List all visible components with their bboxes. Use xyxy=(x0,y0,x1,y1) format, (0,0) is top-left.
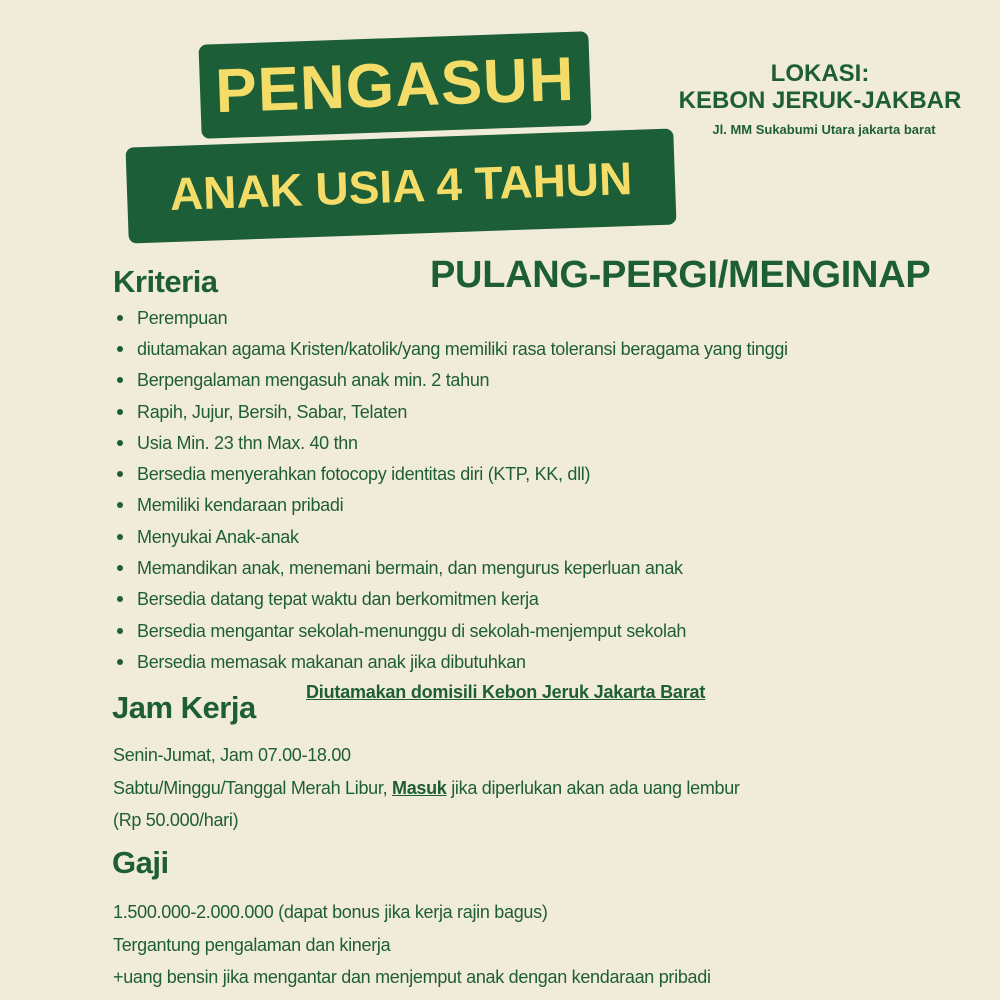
criteria-item-text: Bersedia datang tepat waktu dan berkomitmen kerja xyxy=(137,589,539,610)
bullet-icon xyxy=(117,409,123,415)
criteria-item xyxy=(113,490,788,521)
criteria-item-text: diutamakan agama Kristen/katolik/yang memiliki rasa toleransi beragama yang tinggi xyxy=(137,338,788,359)
title-banner xyxy=(198,31,591,139)
criteria-item xyxy=(113,646,788,677)
criteria-item-text: Perempuan xyxy=(137,307,228,328)
salary-condition: Tergantung pengalaman dan kinerja xyxy=(113,934,391,955)
subtitle-text: ANAK USIA 4 TAHUN xyxy=(168,151,634,221)
criteria-item xyxy=(113,458,788,489)
criteria-item xyxy=(113,521,788,552)
criteria-item xyxy=(113,584,788,615)
subtitle-banner xyxy=(125,128,676,243)
location-label: LOKASI: xyxy=(770,60,870,87)
salary-heading: Gaji xyxy=(112,845,169,880)
bullet-icon xyxy=(117,659,123,665)
bullet-icon xyxy=(117,346,123,352)
criteria-item xyxy=(113,427,788,458)
domicile-note: Diutamakan domisili Kebon Jeruk Jakarta Barat xyxy=(306,682,706,702)
criteria-item xyxy=(113,615,788,646)
criteria-item-text: Rapih, Jujur, Bersih, Sabar, Telaten xyxy=(137,401,408,422)
criteria-item-text: Usia Min. 23 thn Max. 40 thn xyxy=(137,432,358,453)
work-mode-heading: PULANG-PERGI/MENGINAP xyxy=(430,254,931,296)
bullet-icon xyxy=(117,565,123,571)
weekday-hours: Senin-Jumat, Jam 07.00-18.00 xyxy=(113,745,351,765)
overtime-rate: (Rp 50.000/hari) xyxy=(113,810,239,830)
bullet-icon xyxy=(117,596,123,602)
criteria-item-text: Menyukai Anak-anak xyxy=(137,526,299,547)
criteria-list xyxy=(113,302,788,678)
bullet-icon xyxy=(117,534,123,540)
criteria-item-text: Berpengalaman mengasuh anak min. 2 tahun xyxy=(137,370,490,391)
criteria-item xyxy=(113,302,788,333)
bullet-icon xyxy=(117,471,123,477)
location-block xyxy=(650,60,990,137)
criteria-item xyxy=(113,396,788,427)
bullet-icon xyxy=(117,377,123,383)
salary-details xyxy=(113,899,711,997)
criteria-item-text: Memiliki kendaraan pribadi xyxy=(137,495,344,516)
location-address: Jl. MM Sukabumi Utara jakarta barat xyxy=(712,122,936,137)
criteria-item xyxy=(113,552,788,583)
weekend-policy-suffix: jika diperlukan akan ada uang lembur xyxy=(446,777,740,798)
title-text: PENGASUH xyxy=(214,44,576,126)
criteria-item-text: Memandikan anak, menemani bermain, dan mengurus keperluan anak xyxy=(137,558,683,579)
fuel-allowance: +uang bensin jika mengantar dan menjemput anak dengan kendaraan pribadi xyxy=(113,967,711,987)
bullet-icon xyxy=(117,440,123,446)
criteria-heading: Kriteria xyxy=(113,264,218,299)
criteria-item xyxy=(113,365,788,396)
working-hours-details xyxy=(113,742,740,840)
criteria-item-text: Bersedia mengantar sekolah-menunggu di sekolah-menjemput sekolah xyxy=(137,620,687,641)
weekend-policy xyxy=(113,775,740,808)
weekend-policy-prefix: Sabtu/Minggu/Tanggal Merah Libur, xyxy=(113,777,392,798)
location-area: KEBON JERUK-JAKBAR xyxy=(678,87,962,114)
weekend-policy-emphasis: Masuk xyxy=(392,777,447,798)
salary-range: 1.500.000-2.000.000 (dapat bonus jika kerja rajin bagus) xyxy=(113,902,548,922)
working-hours-heading: Jam Kerja xyxy=(112,690,256,725)
bullet-icon xyxy=(117,502,123,508)
criteria-item-text: Bersedia menyerahkan fotocopy identitas diri (KTP, KK, dll) xyxy=(137,464,591,485)
criteria-item-text: Bersedia memasak makanan anak jika dibutuhkan xyxy=(137,651,526,672)
bullet-icon xyxy=(117,628,123,634)
bullet-icon xyxy=(117,315,123,321)
criteria-item xyxy=(113,333,788,364)
